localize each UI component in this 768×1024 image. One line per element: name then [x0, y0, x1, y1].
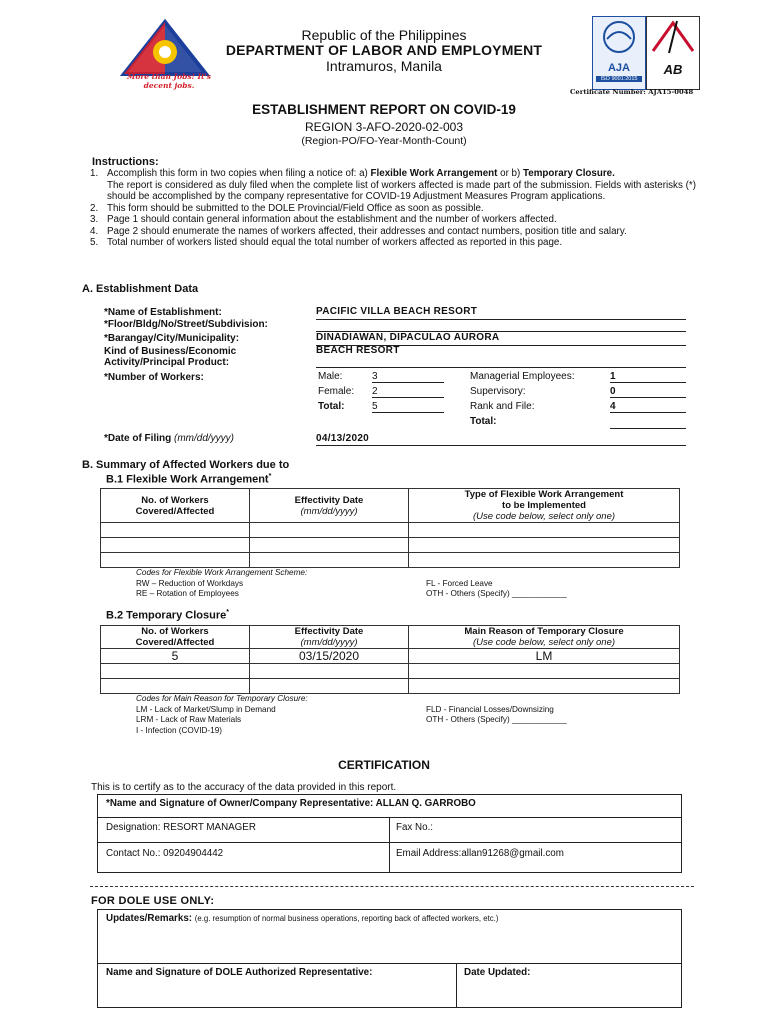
female-value: 2	[372, 386, 444, 398]
table-cell[interactable]	[409, 523, 680, 538]
instruction-text: Total number of workers listed should equal the total number of workers affected as reported in this page.	[107, 237, 563, 248]
table-cell[interactable]	[409, 553, 680, 568]
col-reason-header: Main Reason of Temporary Closure (Use code below, select only one)	[409, 626, 680, 649]
managerial-value: 1	[610, 371, 686, 383]
supervisory-label: Supervisory:	[470, 386, 526, 397]
table-cell[interactable]	[101, 523, 250, 538]
b1-codes	[136, 568, 616, 600]
b2-heading: B.2 Temporary Closure*	[106, 609, 229, 622]
establishment-name-label: *Name of Establishment:	[104, 307, 222, 318]
kind-label-line1: Kind of Business/Economic	[104, 346, 237, 357]
floor-street-value	[316, 319, 686, 332]
table-cell[interactable]	[409, 538, 680, 553]
table-cell[interactable]	[101, 679, 250, 694]
col-workers-header: No. of Workers Covered/Affected	[101, 489, 250, 523]
code-item: LM - Lack of Market/Slump in Demand	[136, 704, 276, 714]
number-of-workers-label: *Number of Workers:	[104, 372, 204, 383]
barangay-value: DINADIAWAN, DIPACULAO AURORA	[316, 332, 686, 346]
total-label: Total:	[318, 401, 345, 412]
instruction-text: or b)	[497, 168, 523, 179]
instruction-num: 4.	[90, 225, 99, 237]
certificate-number: Certificate Number: AJA15-0048	[570, 88, 694, 96]
floor-street-label: *Floor/Bldg/No/Street/Subdivision:	[104, 319, 268, 330]
aja-label: AJA	[607, 62, 630, 74]
table-cell[interactable]	[101, 553, 250, 568]
instruction-item	[90, 168, 696, 203]
aja-badge	[592, 16, 646, 90]
table-cell[interactable]	[101, 538, 250, 553]
cut-line	[90, 886, 694, 887]
date-updated-label: Date Updated:	[464, 967, 531, 978]
barangay-label: *Barangay/City/Municipality:	[104, 333, 240, 344]
instruction-item	[90, 226, 696, 238]
table-row	[101, 553, 680, 568]
table-cell[interactable]	[250, 664, 409, 679]
instruction-num: 5.	[90, 237, 99, 248]
code-item: RW – Reduction of Workdays	[136, 578, 244, 588]
instruction-text: This form should be submitted to the DOLE Provincial/Field Office as soon as possible.	[107, 202, 484, 214]
table-row	[101, 538, 680, 553]
code-item: OTH - Others (Specify) ____________	[426, 715, 567, 724]
temporary-closure-table	[100, 625, 680, 694]
instruction-num: 3.	[90, 214, 99, 225]
total2-label: Total:	[470, 416, 497, 427]
table-cell[interactable]	[409, 664, 680, 679]
table-cell[interactable]	[250, 538, 409, 553]
b1-heading-text: B.1 Flexible Work Arrangement	[106, 473, 269, 486]
instruction-text: The report is considered as duly filed when the complete list of workers affected is made part of the submission. Fields with asterisks (*) should be accomplished by the company representative for COVID-19 Adjustment Measures Program applications.	[107, 179, 696, 202]
certification-statement: This is to certify as to the accuracy of the data provided in this report.	[91, 782, 397, 793]
code-item: I - Infection (COVID-19)	[136, 725, 222, 735]
code-format: (Region-PO/FO-Year-Month-Count)	[301, 135, 467, 147]
section-b-heading: B. Summary of Affected Workers due to	[82, 459, 290, 471]
b2-codes	[136, 694, 616, 736]
kind-of-business-label	[104, 346, 236, 368]
updates-hint: (e.g. resumption of normal business operations, reporting back of affected workers, etc.)	[194, 914, 499, 923]
instruction-item	[90, 214, 696, 226]
effectivity-date-cell[interactable]: 03/15/2020	[250, 649, 409, 664]
b1-codes-title: Codes for Flexible Work Arrangement Scheme:	[136, 568, 308, 577]
col-effectivity-header: Effectivity Date (mm/dd/yyyy)	[250, 489, 409, 523]
table-row	[101, 649, 680, 664]
supervisory-value: 0	[610, 386, 686, 398]
instruction-item	[90, 203, 696, 215]
col-effectivity-header: Effectivity Date (mm/dd/yyyy)	[250, 626, 409, 649]
code-item: FLD - Financial Losses/Downsizing	[426, 704, 554, 714]
table-row	[101, 664, 680, 679]
total2-value	[610, 416, 686, 429]
logo-motto: More than Jobs! It's decent jobs.	[127, 72, 211, 90]
instructions-heading: Instructions:	[92, 156, 159, 168]
kind-of-business-value: BEACH RESORT	[316, 345, 686, 368]
table-cell[interactable]	[250, 679, 409, 694]
ab-badge	[646, 16, 700, 90]
updates-remarks	[106, 913, 498, 924]
table-cell[interactable]	[101, 664, 250, 679]
col-workers-header: No. of Workers Covered/Affected	[101, 626, 250, 649]
table-row	[101, 679, 680, 694]
table-cell[interactable]	[409, 679, 680, 694]
department-name: DEPARTMENT OF LABOR AND EMPLOYMENT	[225, 42, 543, 58]
establishment-name-value: PACIFIC VILLA BEACH RESORT	[316, 306, 686, 320]
table-cell[interactable]	[250, 523, 409, 538]
instruction-num: 2.	[90, 202, 99, 214]
male-label: Male:	[318, 371, 343, 382]
total-value: 5	[372, 401, 444, 413]
owner-label: *Name and Signature of Owner/Company Representative: ALLAN Q. GARROBO	[106, 798, 476, 809]
b2-codes-title: Codes for Main Reason for Temporary Closure:	[136, 694, 308, 703]
certification-heading: CERTIFICATION	[338, 758, 430, 772]
fax-label: Fax No.:	[396, 822, 434, 833]
col-type-header: Type of Flexible Work Arrangement to be Implemented (Use code below, select only one)	[409, 489, 680, 523]
instruction-num: 1.	[90, 168, 99, 179]
dole-use-heading: FOR DOLE USE ONLY:	[91, 895, 215, 907]
code-item: OTH - Others (Specify) ____________	[426, 589, 567, 598]
code-item: LRM - Lack of Raw Materials	[136, 715, 242, 724]
instructions-list	[90, 168, 696, 249]
iso-label: ISO 9001:2015	[596, 76, 642, 82]
rank-and-file-value: 4	[610, 401, 686, 413]
code-item: RE – Rotation of Employees	[136, 589, 239, 598]
dole-rep-label: Name and Signature of DOLE Authorized Representative:	[106, 967, 373, 978]
code-item: FL - Forced Leave	[426, 578, 493, 588]
instruction-item	[90, 237, 696, 249]
date-of-filing-label	[104, 433, 234, 444]
closure-reason-cell[interactable]: LM	[409, 649, 680, 664]
table-cell[interactable]	[250, 553, 409, 568]
date-hint: (mm/dd/yyyy)	[174, 433, 235, 444]
instruction-bold: Flexible Work Arrangement	[370, 168, 498, 179]
instruction-text: Accomplish this form in two copies when filing a notice of: a)	[107, 168, 371, 179]
male-value: 3	[372, 371, 444, 383]
kind-label-line2: Activity/Principal Product:	[104, 357, 230, 368]
instruction-text: Page 2 should enumerate the names of workers affected, their addresses and contact numbers, position title and salary.	[107, 225, 627, 237]
email-address: Email Address:allan91268@gmail.com	[396, 848, 564, 859]
flexible-work-table	[100, 488, 680, 568]
table-row	[101, 523, 680, 538]
certification-box	[97, 794, 682, 873]
managerial-label: Managerial Employees:	[470, 371, 575, 382]
contact-number: Contact No.: 09204904442	[106, 848, 224, 859]
region-code: REGION 3-AFO-2020-02-003	[304, 120, 464, 134]
date-of-filing-value: 04/13/2020	[316, 433, 686, 446]
designation: Designation: RESORT MANAGER	[106, 822, 256, 833]
instruction-bold: Temporary Closure.	[523, 168, 615, 179]
b2-heading-text: B.2 Temporary Closure	[106, 609, 227, 622]
section-a-heading: A. Establishment Data	[82, 283, 199, 295]
form-title: ESTABLISHMENT REPORT ON COVID-19	[252, 102, 516, 117]
female-label: Female:	[318, 386, 355, 397]
rank-and-file-label: Rank and File:	[470, 401, 535, 412]
ab-label: AB	[663, 62, 683, 77]
dole-box	[97, 909, 682, 1008]
affected-workers-cell[interactable]: 5	[101, 649, 250, 664]
instruction-text: Page 1 should contain general information about the establishment and the number of workers affected.	[107, 214, 557, 225]
location-line: Intramuros, Manila	[326, 58, 442, 74]
updates-label: Updates/Remarks:	[106, 913, 193, 924]
b1-heading: B.1 Flexible Work Arrangement*	[106, 473, 272, 486]
date-label-text: *Date of Filing	[104, 433, 172, 444]
republic-line: Republic of the Philippines	[301, 27, 467, 43]
